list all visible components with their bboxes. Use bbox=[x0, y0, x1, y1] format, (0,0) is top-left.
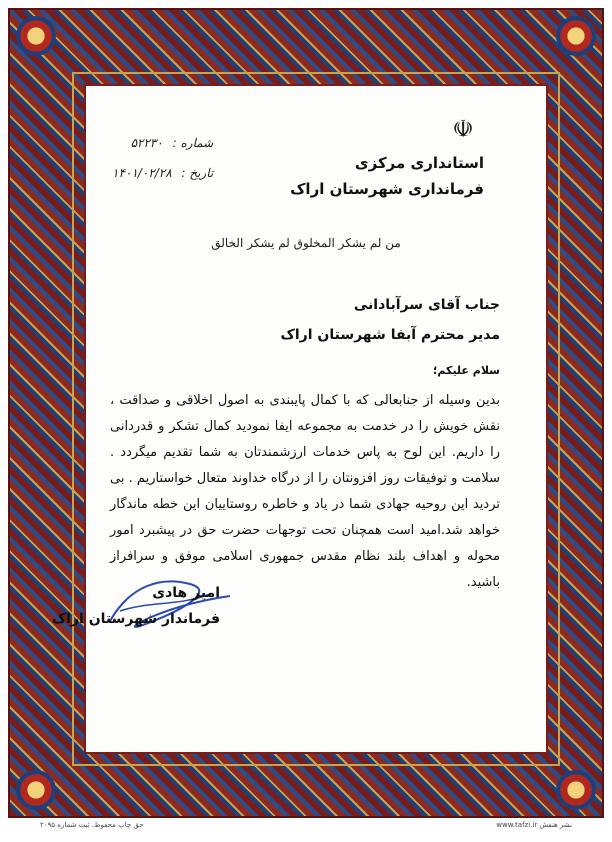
date-value: ۱۴۰۱/۰۲/۲۸ bbox=[112, 166, 172, 180]
addressee-title: مدیر محترم آبفا شهرستان اراک bbox=[280, 327, 500, 343]
opening-quote: من لم یشکر المخلوق لم یشکر الخالق bbox=[211, 236, 401, 250]
footer-publisher: www.tafzi.ir نشر هنفش bbox=[496, 821, 572, 829]
iran-emblem-icon: ☫ bbox=[452, 115, 474, 143]
letter-body: بدین وسیله از جنابعالی که با کمال پایبندی به اصول اخلاقی و صداقت ، نقش خویش را در خدمت به مجموعه ایفا نمودید کمال تشکر و قدردانی را داریم. این لوح به پاس خدمات ارزشمندتان به شما تقدیم میگردد . سلامت و توفیقات روز افزونتان را از درگاه خداوند متعال خواستاریم . بی تردید این روحیه جهادی شما در یاد و خاطره روستاییان این خطه ماندگار خواهد شد.امید است همچنان تحت توجهات حضرت حق در پیشبرد امور محوله و اهداف بلند نظام مقدس جمهوری اسلامی موفق و سرافراز باشید. bbox=[110, 393, 500, 590]
addressee-block bbox=[281, 290, 500, 350]
corner-ornament-icon bbox=[556, 770, 596, 810]
date-label: تاریخ : bbox=[181, 166, 214, 180]
corner-ornament-icon bbox=[556, 16, 596, 56]
letter-number bbox=[112, 128, 213, 158]
letterhead bbox=[290, 150, 484, 202]
number-value: ۵۲۲۳۰ bbox=[130, 136, 163, 150]
org-line-1: استانداری مرکزی bbox=[354, 154, 484, 172]
footer bbox=[40, 818, 572, 832]
signature-block bbox=[52, 580, 220, 632]
corner-ornament-icon bbox=[16, 770, 56, 810]
signer-name: امیر هادی bbox=[152, 585, 220, 601]
signer-title: فرماندار شهرستان اراک bbox=[51, 611, 220, 627]
letter-date bbox=[112, 158, 213, 188]
org-line-2: فرمانداری شهرستان اراک bbox=[290, 180, 484, 198]
addressee-name: جناب آقای سرآبادانی bbox=[353, 297, 500, 313]
greeting: سلام علیکم؛ bbox=[433, 364, 500, 377]
letter-meta bbox=[112, 128, 213, 188]
number-label: شماره : bbox=[172, 136, 214, 150]
footer-copyright: حق چاپ محفوظ. ثبت شماره ۲۰۹۵ bbox=[40, 821, 144, 829]
corner-ornament-icon bbox=[16, 16, 56, 56]
